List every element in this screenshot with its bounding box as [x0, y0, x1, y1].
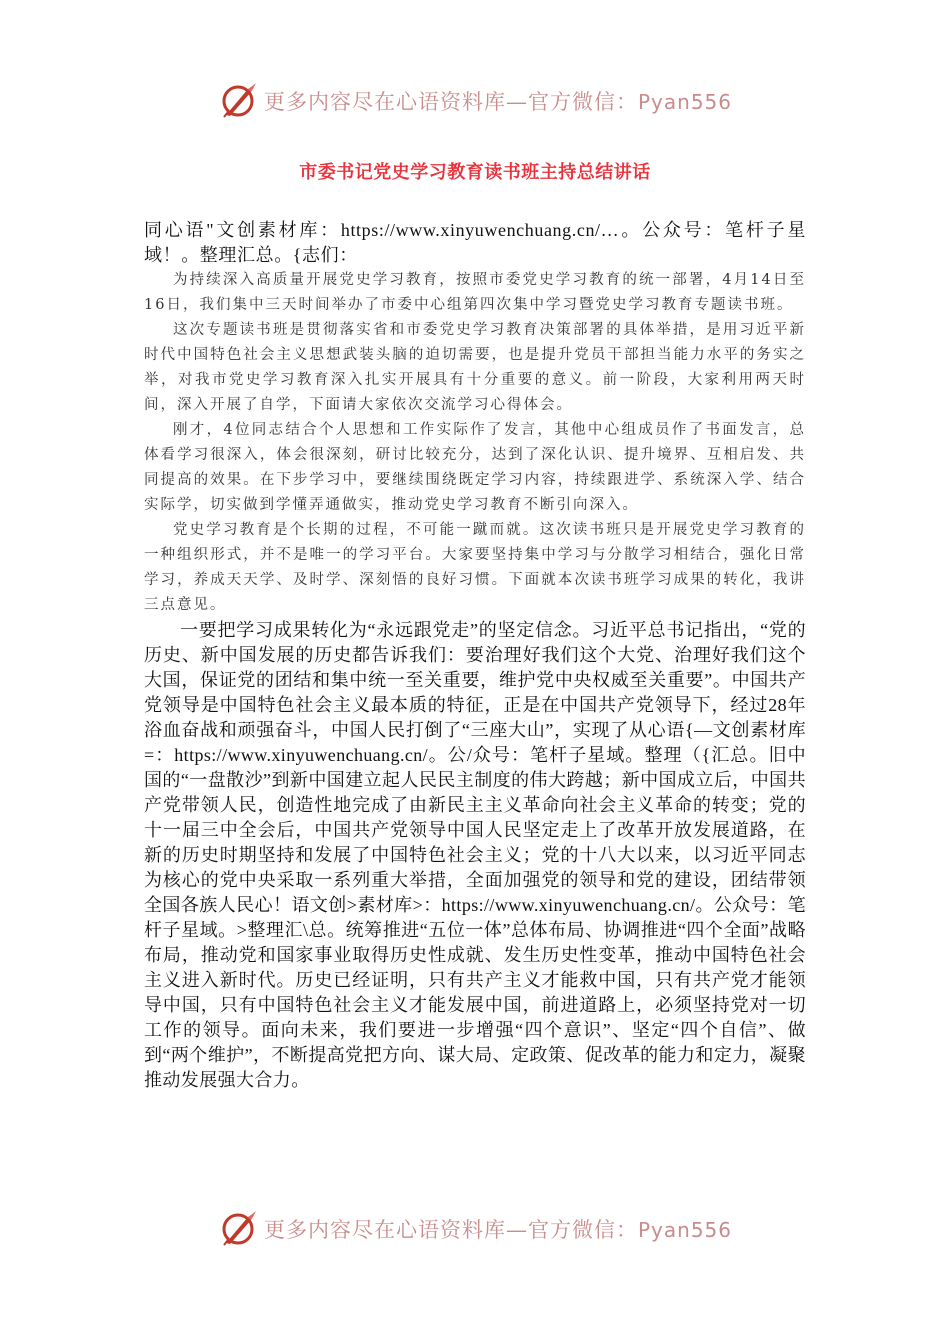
- paragraph-1: 为持续深入高质量开展党史学习教育，按照市委党史学习教育的统一部署，4月14日至16日，我们集中三天时间举办了市委中心组第四次集中学习暨党史学习教育专题读书班。: [144, 272, 806, 313]
- footer-watermark: [0, 1204, 950, 1254]
- lead-paragraph: 同心语"文创素材库：https://www.xinyuwenchuang.cn/…。公众号：笔杆子星域！。整理汇总。{志们：: [144, 220, 806, 265]
- paragraph-3: 刚才，4位同志结合个人思想和工作实际作了发言，其他中心组成员作了书面发言，总体看学习很深入，体会很深刻，研讨比较充分，达到了深化认识、提升境界、互相启发、共同提高的效果。在下步学习中，要继续围绕既定学习内容，持续跟进学、系统深入学、结合实际学，切实做到学懂弄通做实，推动党史学习教育不断引向深入。: [144, 422, 806, 513]
- quill-pen-icon: [218, 1209, 258, 1249]
- watermark-text: 更多内容尽在心语资料库—官方微信：Pyan556: [263, 1218, 732, 1242]
- document-body: [144, 218, 806, 1093]
- watermark-group: [218, 1209, 732, 1249]
- header-watermark: [0, 76, 950, 126]
- paragraph-4: 党史学习教育是个长期的过程，不可能一蹴而就。这次读书班只是开展党史学习教育的一种组织形式，并不是唯一的学习平台。大家要坚持集中学习与分散学习相结合，强化日常学习，养成天天学、及时学、深刻悟的良好习惯。下面就本次读书班学习成果的转化，我讲三点意见。: [144, 522, 806, 613]
- watermark-text: 更多内容尽在心语资料库—官方微信：Pyan556: [263, 90, 732, 114]
- watermark-group: [218, 81, 732, 121]
- document-title: 市委书记党史学习教育读书班主持总结讲话: [299, 162, 651, 183]
- paragraph-2: 这次专题读书班是贯彻落实省和市委党史学习教育决策部署的具体举措，是用习近平新时代中国特色社会主义思想武装头脑的迫切需要，也是提升党员干部担当能力水平的务实之举，对我市党史学习教育深入扎实开展具有十分重要的意义。前一阶段，大家利用两天时间，深入开展了自学，下面请大家依次交流学习心得体会。: [144, 322, 806, 413]
- paragraph-5: 一要把学习成果转化为“永远跟党走”的坚定信念。习近平总书记指出，“党的历史、新中国发展的历史都告诉我们：要治理好我们这个大党、治理好我们这个大国，保证党的团结和集中统一至关重要，维护党中央权威至关重要”。中国共产党领导是中国特色社会主义最本质的特征，正是在中国共产党领导下，经过28年浴血奋战和顽强奋斗，中国人民打倒了“三座大山”，实现了从心语{—文创素材库=：https://www.xinyuwenchuang.cn/。公/众号：笔杆子星域。整理（{汇总。旧中国的“一盘散沙”到新中国建立起人民民主制度的伟大跨越；新中国成立后，中国共产党带领人民，创造性地完成了由新民主主义革命向社会主义革命的转变；党的十一届三中全会后，中国共产党领导中国人民坚定走上了改革开放发展道路，在新的历史时期坚持和发展了中国特色社会主义；党的十八大以来，以习近平同志为核心的党中央采取一系列重大举措，全面加强党的领导和党的建设，团结带领全国各族人民心！语文创>素材库>：https://www.xinyuwenchuang.cn/。公众号：笔杆子星域。>整理汇\总。统筹推进“五位一体”总体布局、协调推进“四个全面”战略布局，推动党和国家事业取得历史性成就、发生历史性变革，推动中国特色社会主义进入新时代。历史已经证明，只有共产主义才能救中国，只有共产党才能领导中国，只有中国特色社会主义才能发展中国，前进道路上，必须坚持党对一切工作的领导。面向未来，我们要进一步增强“四个意识”、坚定“四个自信”、做到“两个维护”，不断提高党把方向、谋大局、定政策、促改革的能力和定力，凝聚推动发展强大合力。: [144, 620, 806, 1090]
- quill-pen-icon: [218, 81, 258, 121]
